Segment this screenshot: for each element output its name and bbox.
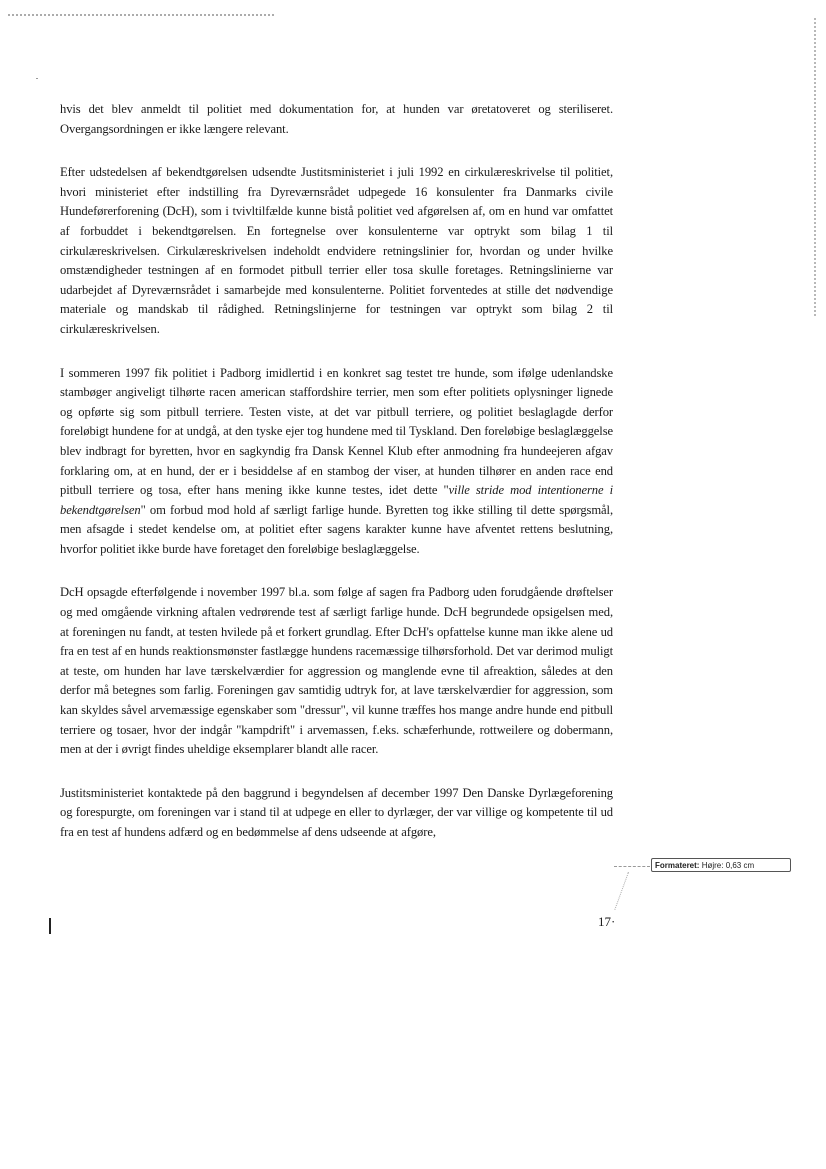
padborg-text-before: I sommeren 1997 fik politiet i Padborg imidlertid i en konkret sag testet tre hunde, som ifølge udenlandske stambøger angiveligt tilhørte racen american staffordshire terrier, men som efter politiets oplysninger lignede og opførte sig som pitbull terriere. Testen viste, at det var pitbull terriere, og politiet beslaglagde derfor foreløbigt hundene for at undgå, at den tyske ejer tog hundene med til Tyskland. Den foreløbige beslaglæggelse blev indbragt for byretten, hvor en sagkyndig fra Dansk Kennel Klub efter anmodning fra hundeejeren afgav forklaring om, at en hund, der er i besiddelse af en stambog der viser, at hunden tilhører en anden race end pitbull terriere og tosa, efter hans mening ikke kunne testes, idet dette " [60,365,613,498]
paragraph-cirkulaereskrivelse: Efter udstedelsen af bekendtgørelsen udsendte Justitsministeriet i juli 1992 en cirkulæreskrivelse til politiet, hvori ministeriet efter indstilling fra Dyreværnsrådet udpegede 16 konsulenter fra Danmarks civile Hundeførerforening (DcH), som i tvivltilfælde kunne bistå politiet ved afgørelsen af, om en hund var omfattet af forbuddet i bekendtgørelsen. En fortegnelse over konsulenterne var optrykt som bilag 1 til cirkulæreskrivelsen. Cirkulæreskrivelsen indeholdt endvidere retningslinier for, hvordan og under hvilke omstændigheder testningen af en formodet pitbull terrier eller tosa skulle foretages. Retningslinierne var udarbejdet af Dyreværnsrådet i samarbejde med konsulenterne. Politiet forventedes at stille det nødvendige materiale og mandskab til rådighed. Retningslinjerne for testningen var optrykt som bilag 2 til cirkulæreskrivelsen. [60,165,613,336]
formatting-comment-balloon[interactable] [651,858,791,872]
page-number: 17· [598,914,616,929]
comment-connector-line [614,866,650,867]
comment-connector-tail [614,872,629,910]
body-text [60,100,613,867]
comment-label: Formateret: [655,861,700,870]
paragraph-dch-opsigelse: DcH opsagde efterfølgende i november 1997 bl.a. som følge af sagen fra Padborg uden forudgående drøftelser og med omgående virkning aftalen vedrørende test af særligt farlige hunde. DcH begrundede opsigelsen med, at foreningen nu fandt, at testen hvilede på et forkert grundlag. Efter DcH's opfattelse kunne man ikke alene ud fra en test af en hunds reaktionsmønster fastlægge hundens racemæssige tilhørsforhold. Det var derimod muligt at teste, om hunden har lave tærskelværdier for aggression og manglende evne til afreaktion, således at den derfor må betegnes som farlig. Foreningen gav samtidig udtryk for, at lave tærskelværdier for aggression, som kan skyldes såvel arvemæssige egenskaber som "dressur", vil kunne træffes hos mange andre hunde end pitbull terriere og tosaer, hvor der indgår "kampdrift" i arvemassen, f.eks. schæferhunde, rottweilere og dobermann, men at der i øvrigt findes uheldige eksemplarer blandt alle racer. [60,585,613,757]
paragraph-overgangsordning: hvis det blev anmeldt til politiet med dokumentation for, at hunden var øretatoveret og steriliseret. Overgangsordningen er ikke længere relevant. [60,102,613,136]
scan-artifact-top [8,14,276,16]
paragraph-padborg [60,364,613,560]
scan-artifact-dot [36,78,38,79]
padborg-quote: ville stride mod intentionerne i bekendtgørelsen [60,483,613,517]
scan-artifact-right [814,18,816,318]
paragraph-dyrlaegeforening: Justitsministeriet kontaktede på den baggrund i begyndelsen af december 1997 Den Danske Dyrlægeforening og forespurgte, om foreningen var i stand til at udpege en eller to dyrlæger, der var villige og kompetente til ud fra en test af hundens adfærd og en bedømmelse af dens udseende at afgøre, [60,785,613,839]
text-cursor [49,918,51,934]
padborg-text-after: " om forbud mod hold af særligt farlige hunde. Byretten tog ikke stilling til dette spørgsmål, men afsagde i stedet kendelse om, at politiet efter sagens karakter kunne have afventet rettens beslutning, hvorfor politiet ikke burde have foretaget den foreløbige beslaglæggelse. [60,502,613,556]
comment-text: Højre: 0,63 cm [701,861,755,870]
